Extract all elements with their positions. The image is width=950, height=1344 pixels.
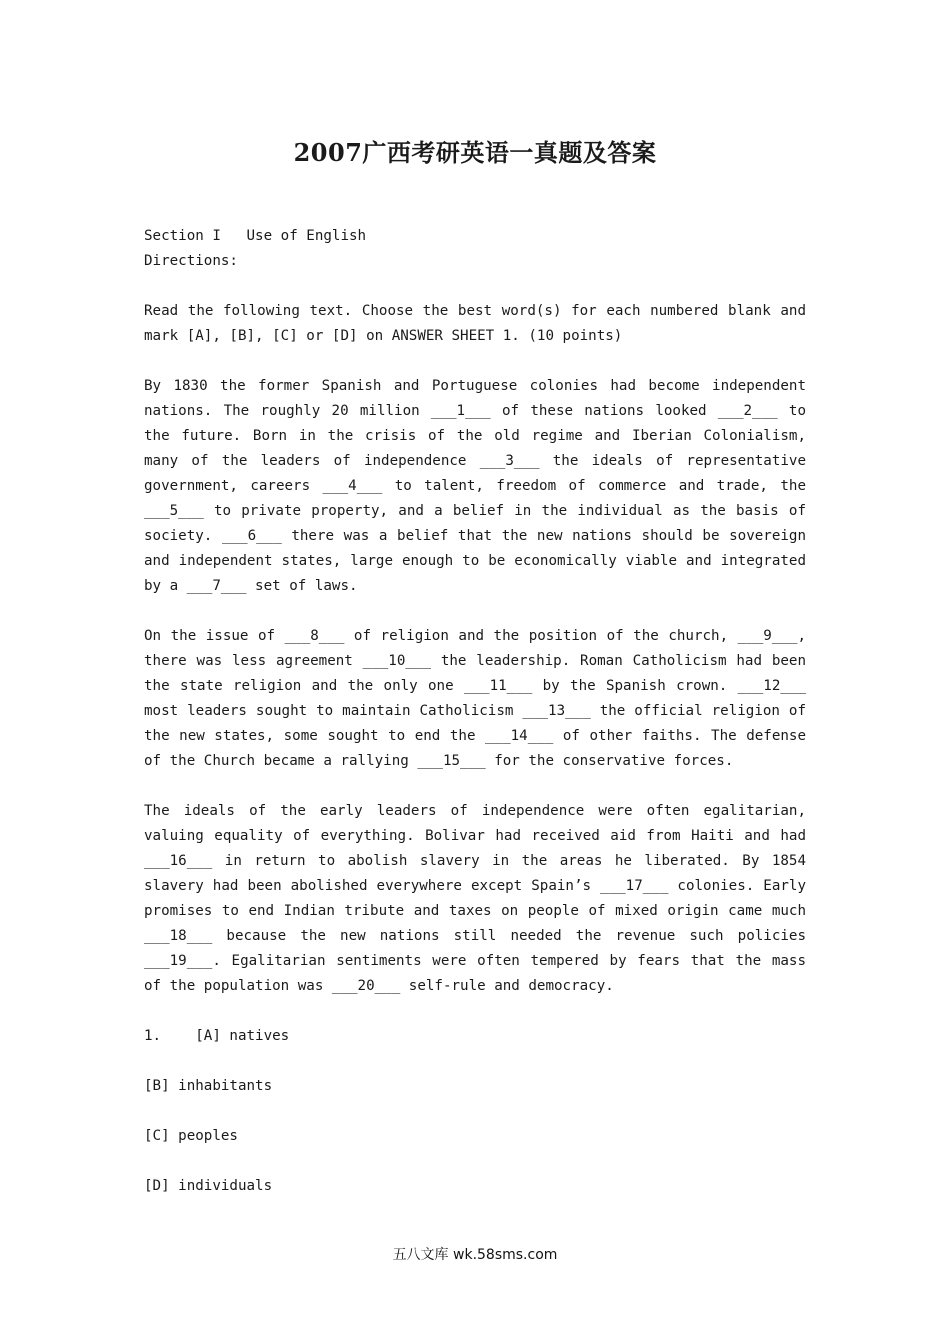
footer-watermark: 五八文库 wk.58sms.com: [392, 1247, 558, 1263]
page-title: 2007广西考研英语一真题及答案: [293, 138, 657, 167]
question-1-option-c: [C] peoples: [144, 1128, 238, 1144]
option-label: [A] natives: [195, 1028, 290, 1044]
question-number: 1.: [144, 1028, 162, 1044]
question-1-option-a: [144, 1024, 806, 1049]
instructions-paragraph: Read the following text. Choose the best word(s) for each numbered blank and mark [A], [B], [C] or [D] on ANSWER SHEET 1. (10 points): [144, 303, 806, 344]
passage-paragraph-3: The ideals of the early leaders of independence were often egalitarian, valuing equality of everything. Bolivar had received aid from Haiti and had ___16___ in return to abolish slavery in the areas he liberated. By 1854 slavery had been abolished everywhere except Spain’s ___17___ colonies. Early promises to end Indian tribute and taxes on people of mixed origin came much ___18___ because the new nations still needed the revenue such policies ___19___. Egalitarian sentiments were often tempered by fears that the mass of the population was ___20___ self-rule and democracy.: [144, 803, 806, 994]
passage-paragraph-1: By 1830 the former Spanish and Portuguese colonies had become independent nations. The roughly 20 million ___1___ of these nations looked ___2___ to the future. Born in the crisis of the old regime and Iberian Colonialism, many of the leaders of independence ___3___ the ideals of representative government, careers ___4___ to talent, freedom of commerce and trade, the ___5___ to private property, and a belief in the individual as the basis of society. ___6___ there was a belief that the new nations should be sovereign and independent states, large enough to be economically viable and integrated by a ___7___ set of laws.: [144, 378, 806, 594]
section-heading: Section I Use of English: [144, 228, 367, 244]
question-1-option-b: [B] inhabitants: [144, 1078, 273, 1094]
passage-paragraph-2: On the issue of ___8___ of religion and the position of the church, ___9___, there was less agreement ___10___ the leadership. Roman Catholicism had been the state religion and the only one ___11___ by the Spanish crown. ___12___ most leaders sought to maintain Catholicism ___13___ the official religion of the new states, some sought to end the ___14___ of other faiths. The defense of the Church became a rallying ___15___ for the conservative forces.: [144, 628, 806, 769]
directions-label: Directions:: [144, 253, 238, 269]
question-1-option-d: [D] individuals: [144, 1178, 273, 1194]
document-body: [144, 224, 806, 1224]
spacer: [144, 274, 806, 299]
